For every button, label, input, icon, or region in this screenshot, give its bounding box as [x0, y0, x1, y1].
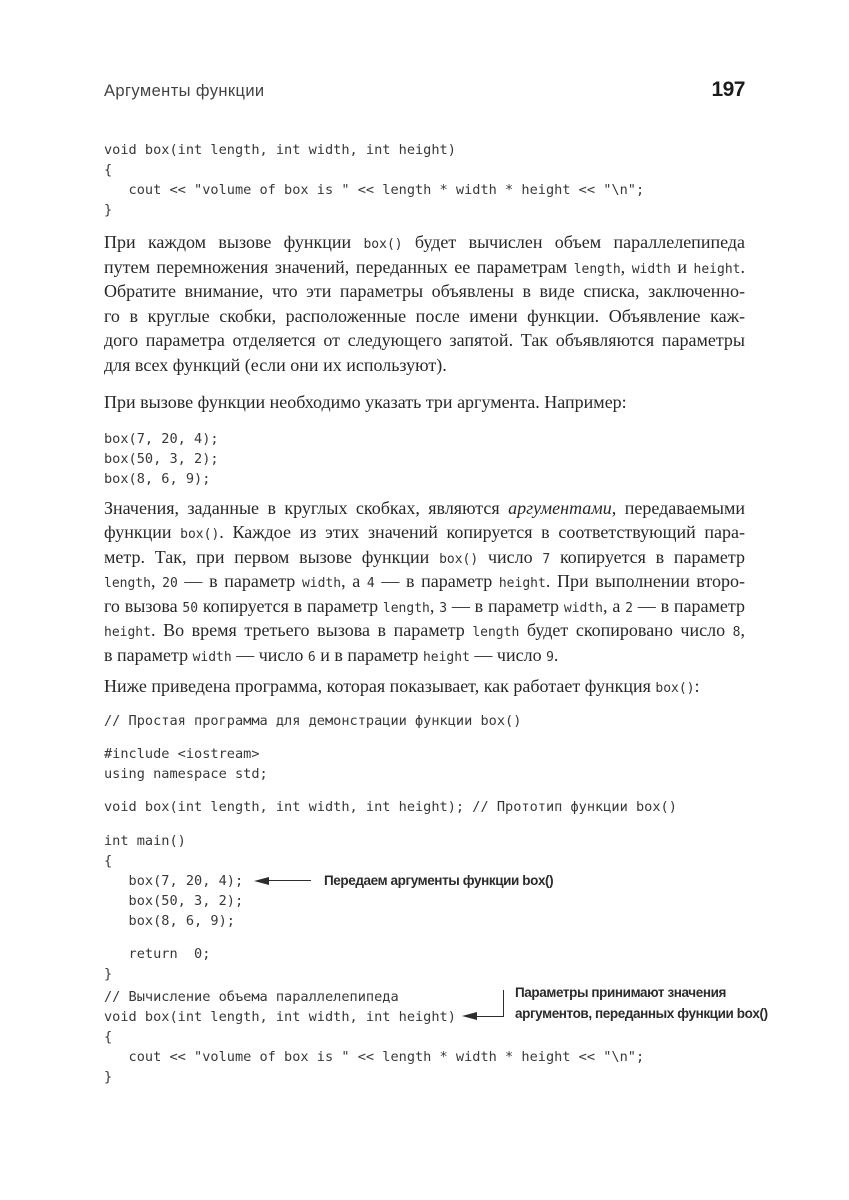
inline-code: length: [104, 576, 151, 591]
text-run: — число: [231, 644, 308, 665]
text-line: [104, 618, 745, 643]
annotation-label: [515, 982, 768, 1024]
text-run: го вызова: [104, 595, 183, 616]
code-line: }: [104, 965, 113, 982]
text-run: го в круглые скобки, расположенные после имени функции. Объявление каж-: [104, 305, 745, 326]
text-run: При каждом вызове функции: [104, 232, 364, 252]
text-run: ,: [620, 256, 632, 277]
text-line: [104, 255, 745, 280]
text-run: . Каждое из этих значений копируется в соответствующий пара-: [219, 522, 745, 542]
code-line: box(7, 20, 4);: [104, 430, 219, 447]
text-run: метр. Так, при первом вызове функции: [104, 546, 440, 567]
code-line: [104, 931, 745, 944]
inline-code: 2: [625, 600, 633, 616]
inline-code: length: [382, 600, 430, 616]
text-run: путем перемножения значений, переданных ее параметрам: [104, 256, 574, 277]
text-run: — в параметр: [632, 595, 745, 616]
paragraph-call-example-intro: [104, 390, 745, 415]
text-line: [104, 569, 745, 594]
text-line: [104, 304, 745, 329]
code-line: using namespace std;: [104, 765, 268, 782]
code-line: box(8, 6, 9);: [104, 912, 235, 929]
text-run: копируется в параметр: [550, 546, 746, 567]
code-line: [104, 731, 745, 744]
code-box-definition: [104, 984, 768, 1087]
text-line: [104, 674, 745, 699]
code-line: {: [104, 162, 113, 178]
text-run: Значения, заданные в круглых скобках, являются: [104, 497, 509, 518]
text-run: Ниже приведена программа, которая показывает, как работает функция: [104, 676, 656, 696]
code-line: }: [104, 1068, 113, 1085]
text-line: [104, 230, 745, 255]
inline-code: 8: [732, 625, 741, 640]
text-line: [104, 279, 745, 304]
inline-code: 50: [182, 600, 199, 616]
code-line: [104, 784, 745, 797]
text-line: [104, 390, 745, 415]
code-line: return 0;: [104, 945, 211, 962]
paragraph-call-mechanics: [104, 230, 745, 377]
inline-code: 20: [162, 576, 178, 591]
text-line: [104, 496, 745, 521]
code-line: #include <iostream>: [104, 745, 260, 762]
inline-code: height: [422, 649, 470, 665]
text-run: — число: [469, 644, 547, 665]
code-line: box(7, 20, 4);: [104, 872, 244, 889]
text-run: — в параметр: [374, 571, 499, 591]
page-body: [104, 140, 768, 1087]
code-line: }: [104, 202, 113, 218]
text-run: и в параметр: [315, 644, 423, 665]
text-line: [104, 594, 745, 619]
text-run: , передаваемыми: [611, 497, 745, 518]
text-run: аргументами: [508, 497, 612, 518]
text-run: . Во время третьего вызова в параметр: [150, 620, 473, 640]
inline-code: width: [563, 600, 604, 616]
code-line: // Вычисление объема параллелепипеда: [104, 988, 399, 1005]
arrow-shaft: [269, 880, 311, 882]
code-line: void box(int length, int width, int height); // Прототип функции box(): [104, 798, 677, 815]
inline-code: 7: [542, 551, 551, 567]
inline-code: height: [498, 576, 546, 591]
paragraph-arguments-copy: [104, 496, 745, 668]
text-run: ,: [740, 620, 745, 640]
running-head-title: Аргументы функции: [104, 82, 265, 100]
text-run: ,: [150, 571, 163, 591]
text-line: [104, 353, 745, 378]
page-content: [104, 0, 768, 1087]
text-run: дого параметра отделяется от следующего запятой. Так объявляются параметры: [104, 330, 745, 350]
code-line: box(8, 6, 9);: [104, 470, 211, 487]
text-run: При вызове функции необходимо указать три аргумента. Например:: [104, 392, 627, 412]
inline-code: 9: [546, 649, 554, 665]
inline-code: box(): [655, 681, 695, 696]
inline-code: height: [104, 625, 151, 640]
text-line: [104, 328, 745, 353]
text-line: [104, 545, 745, 570]
code-line: // Простая программа для демонстрации функции box(): [104, 712, 522, 729]
text-run: будет скопировано число: [519, 620, 733, 640]
paragraph-program-intro: [104, 674, 745, 699]
code-line: cout << "volume of box is " << length * width * height << "\n";: [104, 1048, 645, 1065]
text-line: [104, 520, 745, 545]
inline-code: 4: [366, 576, 375, 591]
text-line: [104, 643, 745, 668]
inline-code: length: [573, 261, 621, 277]
text-run: копируется в параметр: [198, 595, 383, 616]
code-program-head: [104, 711, 745, 817]
page-number: 197: [711, 78, 745, 101]
code-calls: [104, 429, 745, 489]
inline-code: width: [631, 261, 671, 277]
inline-code: height: [693, 261, 741, 277]
arrow-elbow-line: [477, 990, 504, 1017]
text-run: .: [740, 256, 745, 277]
code-line: {: [104, 1028, 113, 1045]
code-intro: [104, 140, 745, 220]
inline-code: 3: [439, 600, 448, 616]
code-line: void box(int length, int width, int height): [104, 1008, 456, 1025]
code-line: box(50, 3, 2);: [104, 450, 219, 467]
text-run: .: [553, 644, 559, 665]
code-line: int main(): [104, 832, 186, 849]
inline-code: 6: [307, 649, 316, 665]
text-run: функции: [104, 522, 181, 542]
arrow-left-icon: [462, 1012, 477, 1020]
inline-code: box(): [180, 527, 220, 542]
text-run: ,: [429, 595, 440, 616]
text-run: в параметр: [104, 644, 193, 665]
text-run: — в параметр: [177, 571, 302, 591]
text-run: будет вычислен объем параллелепипеда: [402, 232, 745, 252]
code-main: [104, 831, 745, 984]
inline-code: length: [472, 625, 520, 640]
inline-code: box(): [363, 237, 403, 252]
text-run: число: [478, 546, 543, 567]
inline-code: width: [192, 649, 232, 665]
annotation-label: Передаем аргументы функции box(): [324, 873, 554, 888]
text-run: :: [694, 676, 700, 696]
code-line: cout << "volume of box is " << length * width * height << "\n";: [104, 182, 645, 198]
code-line: box(50, 3, 2);: [104, 892, 244, 909]
page-header: [104, 78, 745, 100]
annotation-label-line: Параметры принимают значения: [515, 984, 726, 1000]
arrow-left-icon: [254, 877, 269, 885]
text-run: — в параметр: [447, 595, 564, 616]
inline-code: box(): [439, 551, 479, 567]
annotation-label-line: аргументов, переданных функции box(): [515, 1005, 768, 1021]
text-run: Обратите внимание, что эти параметры объявлены в виде списка, заключенно-: [104, 281, 745, 301]
text-run: . При выполнении второ-: [545, 571, 746, 591]
text-run: и: [670, 256, 694, 277]
inline-code: width: [301, 576, 342, 591]
text-run: , а: [603, 595, 626, 616]
code-line: {: [104, 852, 113, 869]
text-run: , а: [341, 571, 367, 591]
code-line: void box(int length, int width, int height): [104, 142, 456, 158]
text-run: для всех функций (если они их используют).: [104, 354, 447, 375]
